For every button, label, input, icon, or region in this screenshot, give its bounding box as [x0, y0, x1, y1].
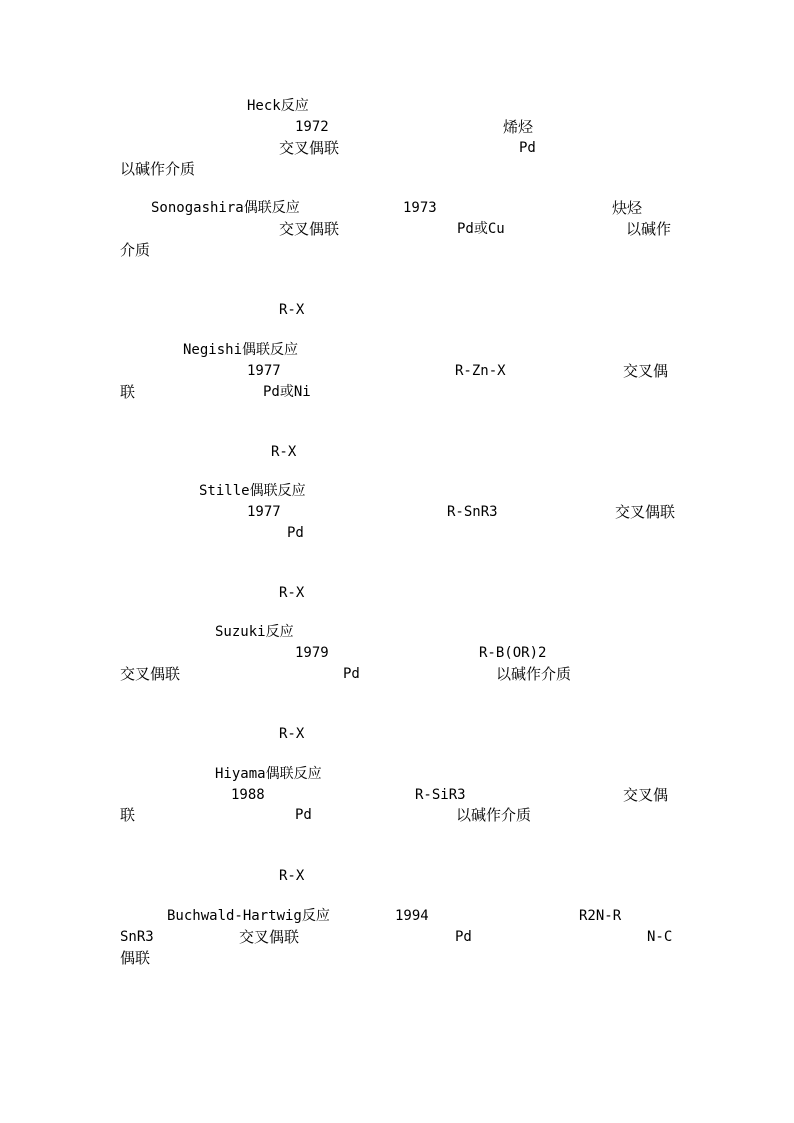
reaction-year-buchwald: 1994 — [395, 908, 429, 924]
reaction-catalyst-sonogashira: Pd或Cu — [457, 221, 505, 237]
reaction-year-heck: 1972 — [295, 119, 329, 135]
reaction-type-heck: 交叉偶联 — [279, 139, 340, 157]
reaction-year-suzuki: 1979 — [295, 645, 329, 661]
reaction-product-buchwald: R2N-R — [579, 908, 622, 924]
reaction-halide-stille: R-X — [271, 444, 297, 460]
reaction-year-stille: 1977 — [247, 504, 281, 520]
reaction-halide-buchwald: R-X — [279, 868, 305, 884]
reaction-bond-suffix-buchwald: 偶联 — [120, 949, 151, 967]
reaction-medium-suzuki: 以碱作介质 — [496, 665, 572, 683]
reaction-medium-heck: 以碱作介质 — [120, 160, 196, 178]
reaction-substrate-heck: 烯烃 — [503, 118, 534, 136]
reaction-catalyst-hiyama: Pd — [295, 807, 312, 823]
reaction-reagent-buchwald: SnR3 — [120, 929, 154, 945]
reaction-medium-sonogashira-2: 介质 — [120, 241, 151, 259]
reaction-name-heck: Heck反应 — [247, 98, 309, 114]
reaction-catalyst-heck: Pd — [519, 140, 536, 156]
reaction-name-sonogashira: Sonogashira偶联反应 — [151, 200, 300, 216]
reaction-year-sonogashira: 1973 — [403, 200, 437, 216]
reaction-bond-type-buchwald: N-C — [647, 929, 673, 945]
reaction-halide-negishi: R-X — [279, 302, 305, 318]
reaction-type-hiyama-2: 联 — [120, 806, 136, 824]
reaction-type-hiyama-1: 交叉偶 — [623, 786, 669, 804]
reaction-catalyst-negishi: Pd或Ni — [263, 384, 311, 400]
reaction-catalyst-suzuki: Pd — [343, 666, 360, 682]
reaction-year-negishi: 1977 — [247, 363, 281, 379]
reaction-type-sonogashira: 交叉偶联 — [279, 220, 340, 238]
reaction-halide-suzuki: R-X — [279, 585, 305, 601]
reaction-name-suzuki: Suzuki反应 — [215, 624, 294, 640]
reaction-medium-sonogashira-1: 以碱作 — [626, 220, 672, 238]
reaction-type-buchwald: 交叉偶联 — [239, 928, 300, 946]
reaction-catalyst-buchwald: Pd — [455, 929, 472, 945]
reaction-name-stille: Stille偶联反应 — [199, 483, 306, 499]
reaction-type-suzuki: 交叉偶联 — [120, 665, 181, 683]
reaction-reagent-stille: R-SnR3 — [447, 504, 498, 520]
reaction-reagent-suzuki: R-B(OR)2 — [479, 645, 547, 661]
reaction-reagent-negishi: R-Zn-X — [455, 363, 506, 379]
reaction-type-negishi-2: 联 — [120, 383, 136, 401]
reaction-name-hiyama: Hiyama偶联反应 — [215, 766, 322, 782]
reaction-catalyst-stille: Pd — [287, 525, 304, 541]
reaction-type-stille: 交叉偶联 — [615, 503, 676, 521]
reaction-halide-hiyama: R-X — [279, 726, 305, 742]
reaction-substrate-sonogashira: 炔烃 — [612, 199, 643, 217]
reaction-name-buchwald: Buchwald-Hartwig反应 — [167, 908, 330, 924]
reaction-medium-hiyama: 以碱作介质 — [456, 806, 532, 824]
reaction-reagent-hiyama: R-SiR3 — [415, 787, 466, 803]
reaction-name-negishi: Negishi偶联反应 — [183, 342, 299, 358]
reaction-type-negishi-1: 交叉偶 — [623, 362, 669, 380]
reaction-year-hiyama: 1988 — [231, 787, 265, 803]
